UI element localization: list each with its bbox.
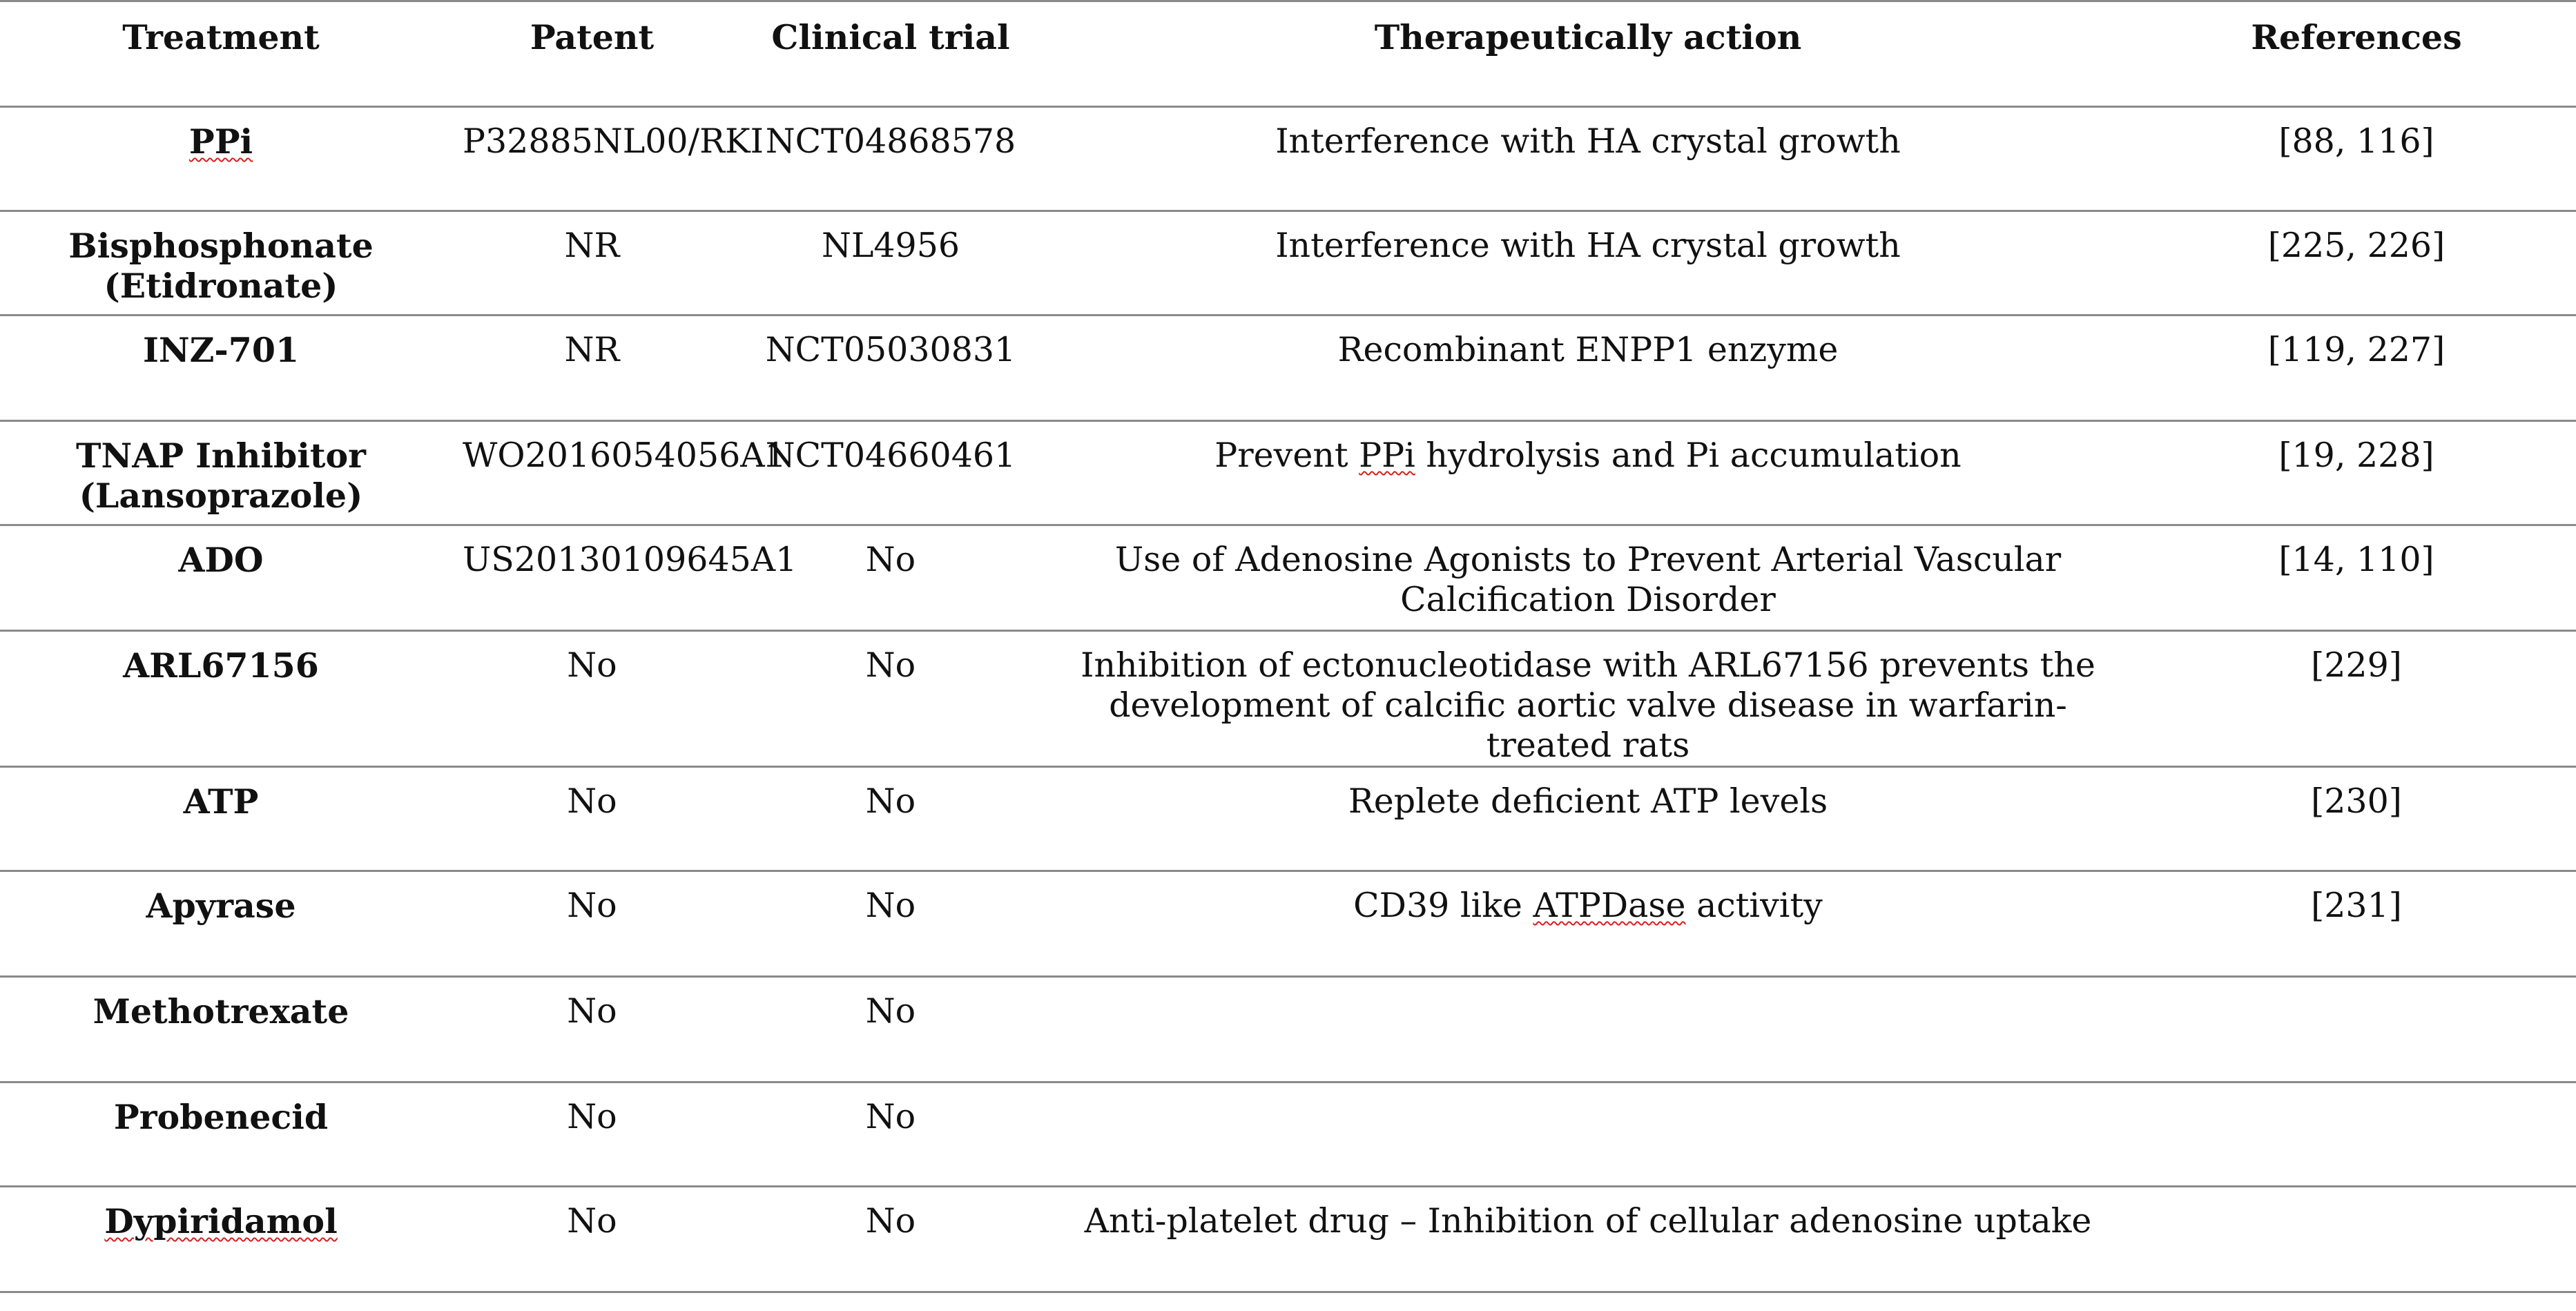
references-cell: [88, 116] — [2278, 122, 2434, 161]
table-row — [0, 525, 2576, 631]
table-row — [0, 107, 2576, 211]
table-row — [0, 871, 2576, 977]
treatment-cell: TNAP Inhibitor (Lansoprazole) — [76, 436, 366, 516]
trial-cell: No — [865, 886, 916, 925]
action-cell: Use of Adenosine Agonists to Prevent Arterial Vascular Calcification Disorder — [1114, 540, 2062, 619]
table-row — [0, 977, 2576, 1082]
action-cell: Interference with HA crystal growth — [1275, 122, 1901, 161]
trial-cell: No — [865, 991, 916, 1031]
action-cell: Interference with HA crystal growth — [1275, 226, 1901, 265]
table-row — [0, 315, 2576, 421]
trial-cell: NCT05030831 — [765, 330, 1016, 369]
treatment-cell: ADO — [178, 540, 264, 580]
trial-cell: No — [865, 781, 916, 821]
patent-cell: NR — [564, 226, 620, 265]
table-row — [0, 1082, 2576, 1187]
action-ppi-word: PPi — [1359, 436, 1415, 475]
references-cell: [230] — [2311, 781, 2402, 821]
trial-cell: No — [865, 1201, 916, 1241]
patent-cell: No — [567, 645, 617, 685]
patent-cell: No — [567, 781, 617, 821]
action-cell: Replete deficient ATP levels — [1348, 781, 1828, 821]
action-cell: Anti-platelet drug – Inhibition of cellular adenosine uptake — [1084, 1201, 2092, 1241]
action-cell — [1039, 1082, 2137, 1187]
header-clinical-trial: Clinical trial — [771, 17, 1010, 57]
trial-cell: NCT04660461 — [765, 436, 1016, 475]
table-header-row — [0, 1, 2576, 107]
trial-cell: NL4956 — [821, 226, 960, 265]
treatment-cell: Dypiridamol — [104, 1201, 338, 1241]
action-cell — [1039, 977, 2137, 1082]
patent-cell: NR — [564, 330, 620, 369]
patent-cell: No — [567, 1201, 617, 1241]
patent-cell: WO2016054056A1 — [463, 436, 786, 475]
treatment-cell: Bisphosphonate (Etidronate) — [68, 226, 374, 306]
table-row — [0, 211, 2576, 315]
patent-cell: No — [567, 991, 617, 1031]
references-cell: [229] — [2311, 645, 2402, 685]
header-therapeutic-action: Therapeutically action — [1374, 17, 1802, 57]
references-cell — [2137, 1187, 2576, 1292]
action-cell: Recombinant ENPP1 enzyme — [1337, 330, 1839, 369]
references-cell — [2137, 1082, 2576, 1187]
table-row — [0, 767, 2576, 871]
trial-cell: No — [865, 645, 916, 685]
header-patent: Patent — [530, 17, 655, 57]
action-cell: CD39 like ATPDase activity — [1353, 886, 1823, 925]
references-cell — [2137, 977, 2576, 1082]
patent-cell: No — [567, 1097, 617, 1136]
treatment-cell: PPi — [188, 122, 253, 162]
treatment-cell: Probenecid — [113, 1097, 329, 1137]
trial-cell: NCT04868578 — [765, 122, 1016, 161]
references-cell: [19, 228] — [2278, 436, 2434, 475]
references-cell: [14, 110] — [2278, 540, 2434, 579]
table-row — [0, 1187, 2576, 1292]
action-cell: Prevent PPi hydrolysis and Pi accumulation — [1214, 436, 1962, 475]
references-cell: [225, 226] — [2267, 226, 2446, 265]
action-atpdase-word: ATPDase — [1533, 886, 1686, 925]
treatment-cell: ATP — [183, 781, 259, 822]
action-cell: Inhibition of ectonucleotidase with ARL67156 prevents the development of calcific aortic valve disease in warfarin- treated rats — [1081, 645, 2095, 765]
patent-cell: US20130109645A1 — [463, 540, 797, 579]
header-references: References — [2251, 17, 2462, 57]
patent-cell: P32885NL00/RKI — [463, 122, 764, 161]
trial-cell: No — [865, 540, 916, 579]
references-cell: [231] — [2311, 886, 2402, 925]
trial-cell: No — [865, 1097, 916, 1136]
table-row — [0, 421, 2576, 525]
header-treatment: Treatment — [122, 17, 320, 57]
treatment-cell: Apyrase — [146, 886, 296, 926]
patent-cell: No — [567, 886, 617, 925]
treatment-cell: ARL67156 — [123, 645, 319, 686]
treatment-cell: INZ-701 — [142, 330, 300, 370]
treatment-cell: Methotrexate — [93, 991, 349, 1031]
table-row — [0, 631, 2576, 767]
references-cell: [119, 227] — [2267, 330, 2446, 369]
